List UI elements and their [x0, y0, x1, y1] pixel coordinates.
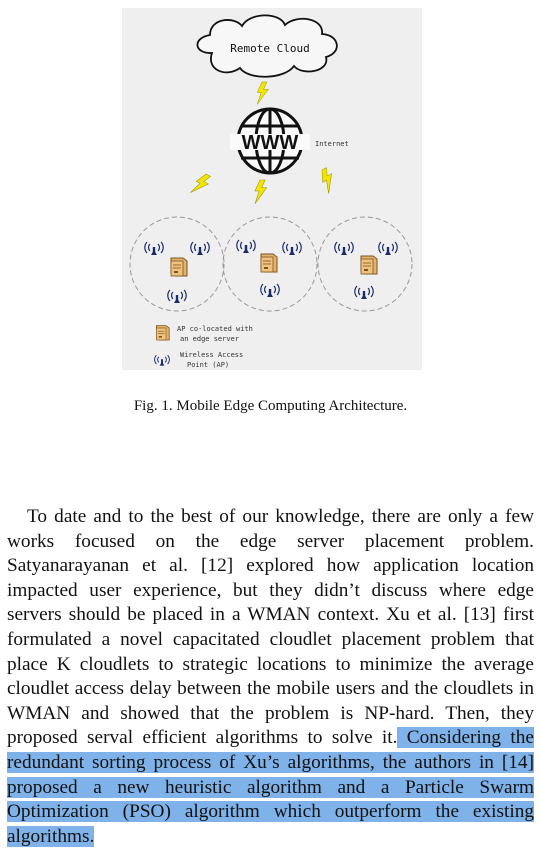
architecture-figure — [122, 8, 422, 370]
highlighted-text: Considering the redundant sorting process of Xu’s algorithms, the authors in [14] proposed a new heuristic algorithm and a Particle Swarm Optimization (PSO) algorithm which outperform the existing algorithms. — [7, 727, 534, 847]
figure-caption: Fig. 1. Mobile Edge Computing Architecture. — [133, 398, 408, 414]
remote-cloud-label: Remote Cloud — [230, 42, 310, 55]
svg-text:AP co-located with: AP co-located with — [177, 325, 253, 333]
svg-text:an edge server: an edge server — [180, 335, 240, 343]
server-icon — [156, 326, 169, 340]
www-label: WWW — [241, 132, 299, 154]
svg-text:Point (AP): Point (AP) — [187, 361, 230, 369]
body-paragraph — [7, 505, 534, 849]
internet-label: Internet — [315, 140, 349, 148]
svg-text:Wireless Access: Wireless Access — [180, 351, 244, 359]
access-point-icon — [155, 355, 170, 365]
paragraph-plain-text: To date and to the best of our knowledge, there are only a few works focused on the edge server placement problem. Satyanarayanan et al. [12] explored how application location impacted user experience, but they didn’t discuss where edge servers should be placed in a WMAN context. Xu et al. [13] first formulated a novel capacitated cloudlet placement problem that place K cloudlets to strategic locations to minimize the average cloudlet access delay between the mobile users and the cloudlets in WMAN and showed that the problem is NP-hard. Then, they proposed serval efficient algorithms to solve it. — [7, 506, 534, 749]
